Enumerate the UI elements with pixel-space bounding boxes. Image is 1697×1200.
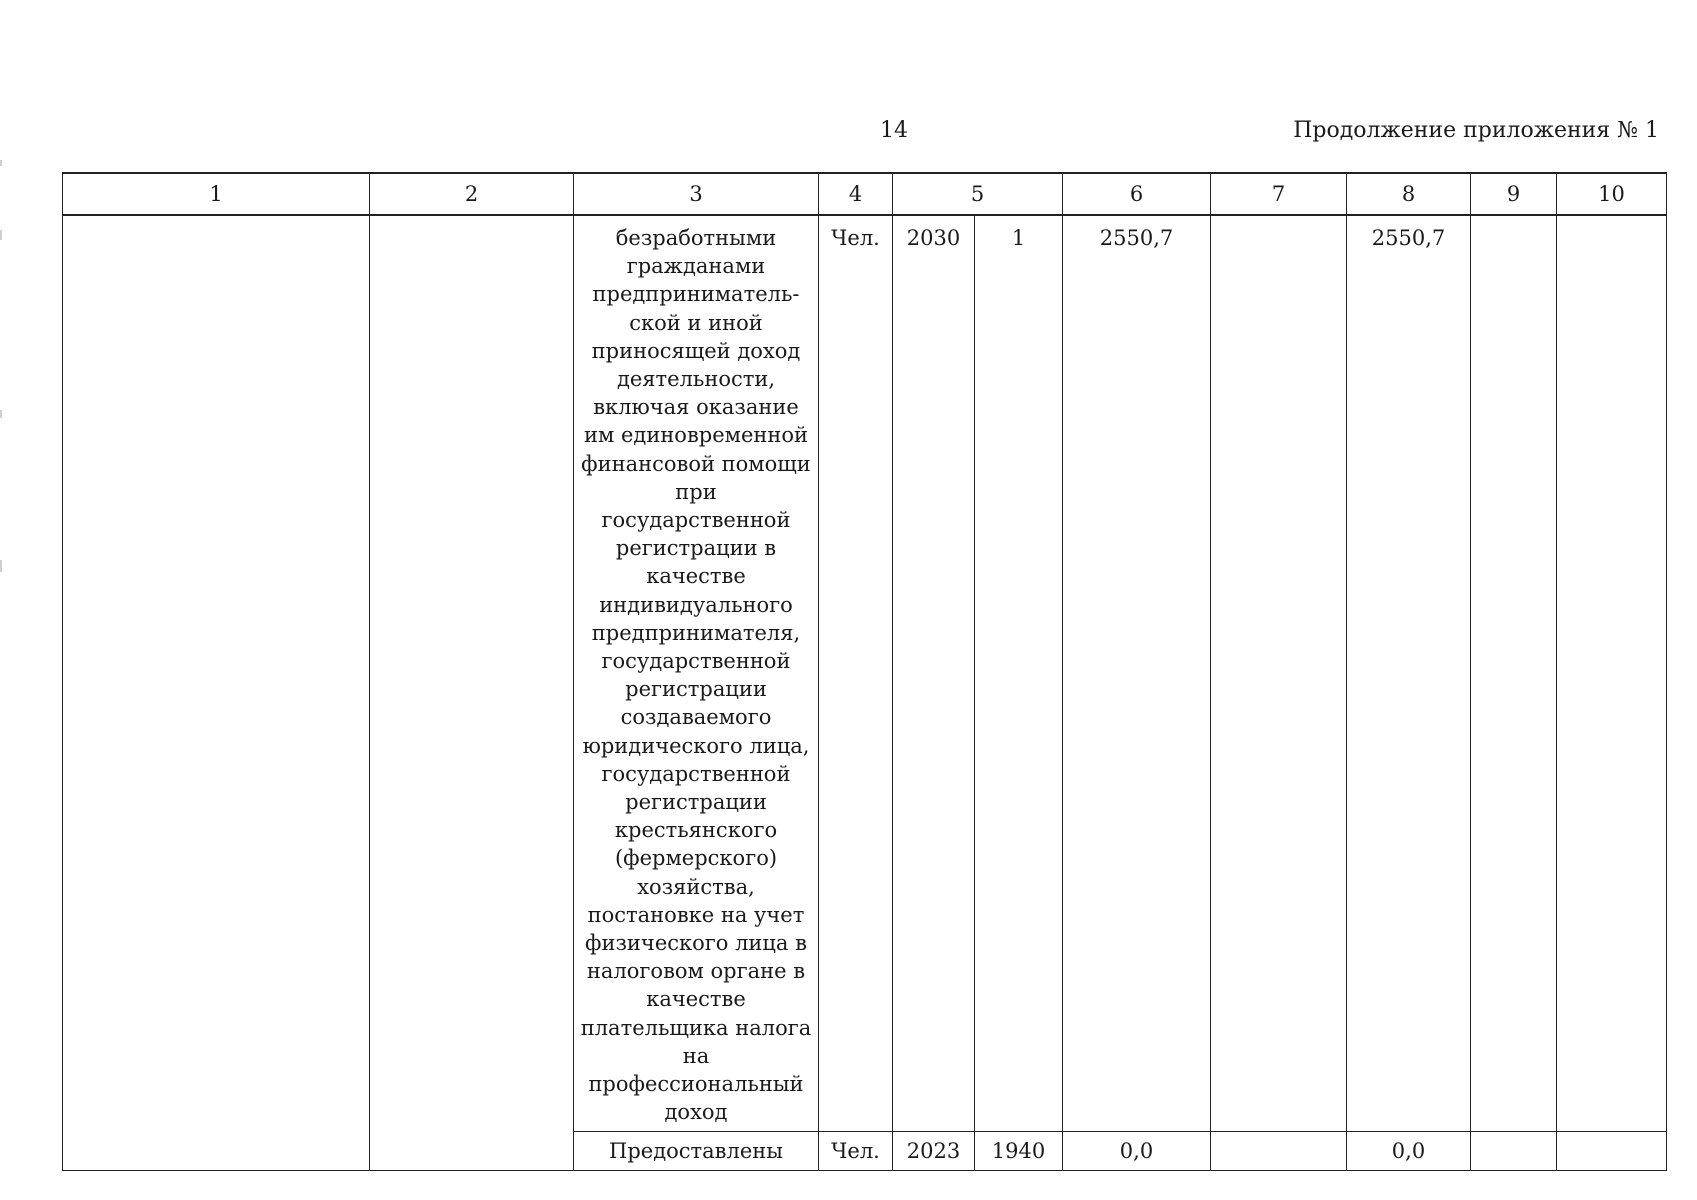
amount-cell: 0,0 (1063, 1131, 1211, 1170)
column-number: 3 (574, 173, 819, 215)
continuation-header: Продолжение приложения № 1 (1293, 118, 1659, 143)
scan-mark (0, 560, 2, 572)
cell-col7 (1211, 215, 1347, 1131)
column-number: 2 (370, 173, 574, 215)
column-number-row (63, 173, 1667, 215)
column-number: 4 (819, 173, 893, 215)
column-number: 1 (63, 173, 370, 215)
appendix-table (62, 172, 1667, 1171)
unit-cell: Чел. (819, 215, 893, 1131)
column-number: 9 (1471, 173, 1557, 215)
column-number: 6 (1063, 173, 1211, 215)
indicator-description: безработными гражданами предприниматель-ской и иной приносящей доход деятельности, включая оказание им единовременной финансовой помощи при государственной регистрации в качестве индивидуального предпринимателя, государственной регистрации создаваемого юридического лица, государственной регистрации крестьянского (фермерского) хозяйства, постановке на учет физического лица в налоговом органе в качестве плательщика налога на профессиональный доход (574, 215, 819, 1131)
indicator-description: Предоставлены (574, 1131, 819, 1170)
amount-cell: 2550,7 (1347, 215, 1471, 1131)
value-cell: 1 (975, 215, 1063, 1131)
cell-col1 (63, 215, 370, 1170)
amount-cell: 2550,7 (1063, 215, 1211, 1131)
scan-mark (0, 410, 2, 418)
year-cell: 2030 (893, 215, 975, 1131)
value-cell: 1940 (975, 1131, 1063, 1170)
column-number: 10 (1557, 173, 1667, 215)
cell-col9 (1471, 1131, 1557, 1170)
table-row (63, 215, 1667, 1131)
amount-cell: 0,0 (1347, 1131, 1471, 1170)
cell-col9 (1471, 215, 1557, 1131)
cell-col10 (1557, 215, 1667, 1131)
cell-col7 (1211, 1131, 1347, 1170)
column-number: 5 (893, 173, 1063, 215)
year-cell: 2023 (893, 1131, 975, 1170)
unit-cell: Чел. (819, 1131, 893, 1170)
scan-mark (0, 160, 2, 166)
column-number: 7 (1211, 173, 1347, 215)
cell-col2 (370, 215, 574, 1170)
scan-mark (0, 230, 2, 240)
page-number: 14 (880, 118, 908, 143)
cell-col10 (1557, 1131, 1667, 1170)
column-number: 8 (1347, 173, 1471, 215)
